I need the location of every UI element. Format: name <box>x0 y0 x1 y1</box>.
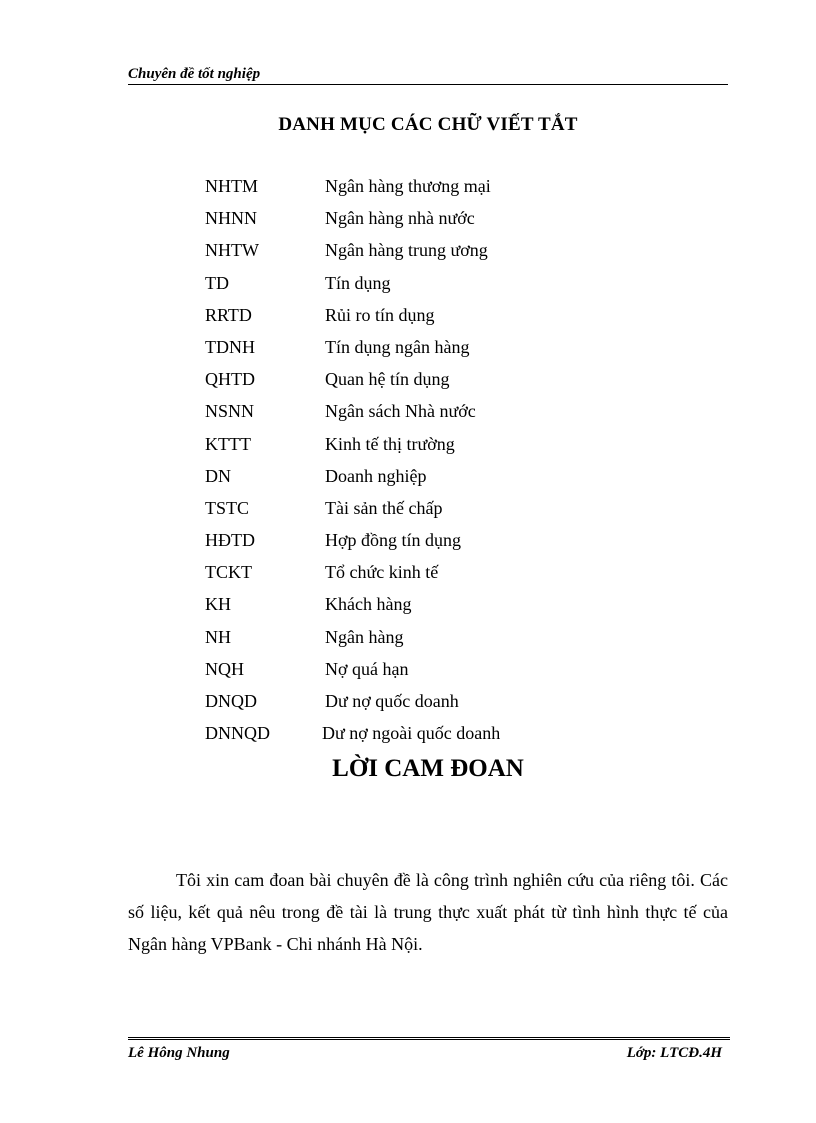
abbreviation-meaning: Quan hệ tín dụng <box>325 369 450 390</box>
page-footer <box>128 1037 730 1066</box>
header-title: Chuyên đề tốt nghiệp <box>128 66 261 82</box>
abbreviation-list-title: DANH MỤC CÁC CHỮ VIẾT TẮT <box>278 114 578 135</box>
abbreviation-code: NSNN <box>205 401 255 422</box>
abbreviation-meaning: Ngân hàng thương mại <box>325 176 491 196</box>
abbreviation-meaning: Dư nợ ngoài quốc doanh <box>322 723 501 744</box>
abbreviation-row <box>205 496 625 528</box>
abbreviation-row <box>205 721 625 753</box>
abbreviation-meaning: Hợp đồng tín dụng <box>325 530 462 551</box>
footer-author: Lê Hông Nhung <box>128 1045 230 1061</box>
abbreviation-row <box>205 303 625 335</box>
abbreviation-code: TSTC <box>205 497 250 518</box>
abbreviation-row <box>205 560 625 592</box>
abbreviation-code: NHNN <box>205 208 257 229</box>
abbreviation-row <box>205 206 625 238</box>
abbreviation-row <box>205 271 625 303</box>
abbreviation-code: TCKT <box>205 562 252 583</box>
abbreviation-code: NH <box>205 626 231 647</box>
abbreviation-code: HĐTD <box>205 530 255 551</box>
abbreviation-code: KH <box>205 594 231 615</box>
abbreviation-code: DNQD <box>205 691 257 711</box>
page-header <box>128 66 728 85</box>
abbreviation-row <box>205 528 625 560</box>
abbreviation-meaning: Dư nợ quốc doanh <box>325 691 459 711</box>
abbreviation-meaning: Tổ chức kinh tế <box>325 562 439 583</box>
abbreviation-code: QHTD <box>205 369 255 390</box>
abbreviation-row <box>205 399 625 431</box>
abbreviation-row <box>205 464 625 496</box>
declaration-paragraph: Tôi xin cam đoan bài chuyên đề là công trình nghiên cứu của riêng tôi. Các số liệu, kết quả nêu trong đề tài là trung thực xuất phát từ tình hình thực tế của Ngân hàng VPBank - Chi nhánh Hà Nội. <box>128 870 728 954</box>
abbreviation-row <box>205 174 625 206</box>
abbreviation-code: DN <box>205 465 231 486</box>
abbreviation-meaning: Nợ quá hạn <box>325 658 409 679</box>
abbreviation-row <box>205 238 625 270</box>
abbreviation-code: DNNQD <box>205 723 270 744</box>
abbreviation-code: NQH <box>205 658 244 679</box>
abbreviation-row <box>205 625 625 657</box>
abbreviation-meaning: Tài sản thế chấp <box>325 497 443 518</box>
abbreviation-code: TDNH <box>205 336 255 357</box>
abbreviation-row <box>205 592 625 624</box>
footer-class: Lớp: LTCĐ.4H <box>626 1045 722 1061</box>
abbreviation-meaning: Ngân sách Nhà nước <box>325 401 476 422</box>
abbreviation-code: NHTM <box>205 176 258 196</box>
abbreviation-code: RRTD <box>205 304 252 325</box>
abbreviation-row <box>205 335 625 367</box>
abbreviation-meaning: Khách hàng <box>325 594 412 615</box>
abbreviation-meaning: Ngân hàng trung ương <box>325 240 488 261</box>
abbreviation-meaning: Ngân hàng nhà nước <box>325 208 475 229</box>
abbreviation-code: NHTW <box>205 240 259 261</box>
abbreviation-meaning: Rủi ro tín dụng <box>325 304 435 325</box>
abbreviation-meaning: Ngân hàng <box>325 626 404 647</box>
abbreviation-meaning: Kinh tế thị trường <box>325 433 455 454</box>
abbreviation-meaning: Doanh nghiệp <box>325 465 427 486</box>
abbreviation-row <box>205 432 625 464</box>
abbreviation-row <box>205 657 625 689</box>
declaration-body <box>128 864 728 960</box>
abbreviation-code: TD <box>205 272 229 293</box>
abbreviation-code: KTTT <box>205 433 251 454</box>
abbreviation-list <box>205 174 625 753</box>
abbreviation-meaning: Tín dụng ngân hàng <box>325 336 470 357</box>
abbreviation-meaning: Tín dụng <box>325 272 391 293</box>
abbreviation-row <box>205 689 625 721</box>
abbreviation-row <box>205 367 625 399</box>
declaration-title: LỜI CAM ĐOAN <box>332 755 524 782</box>
